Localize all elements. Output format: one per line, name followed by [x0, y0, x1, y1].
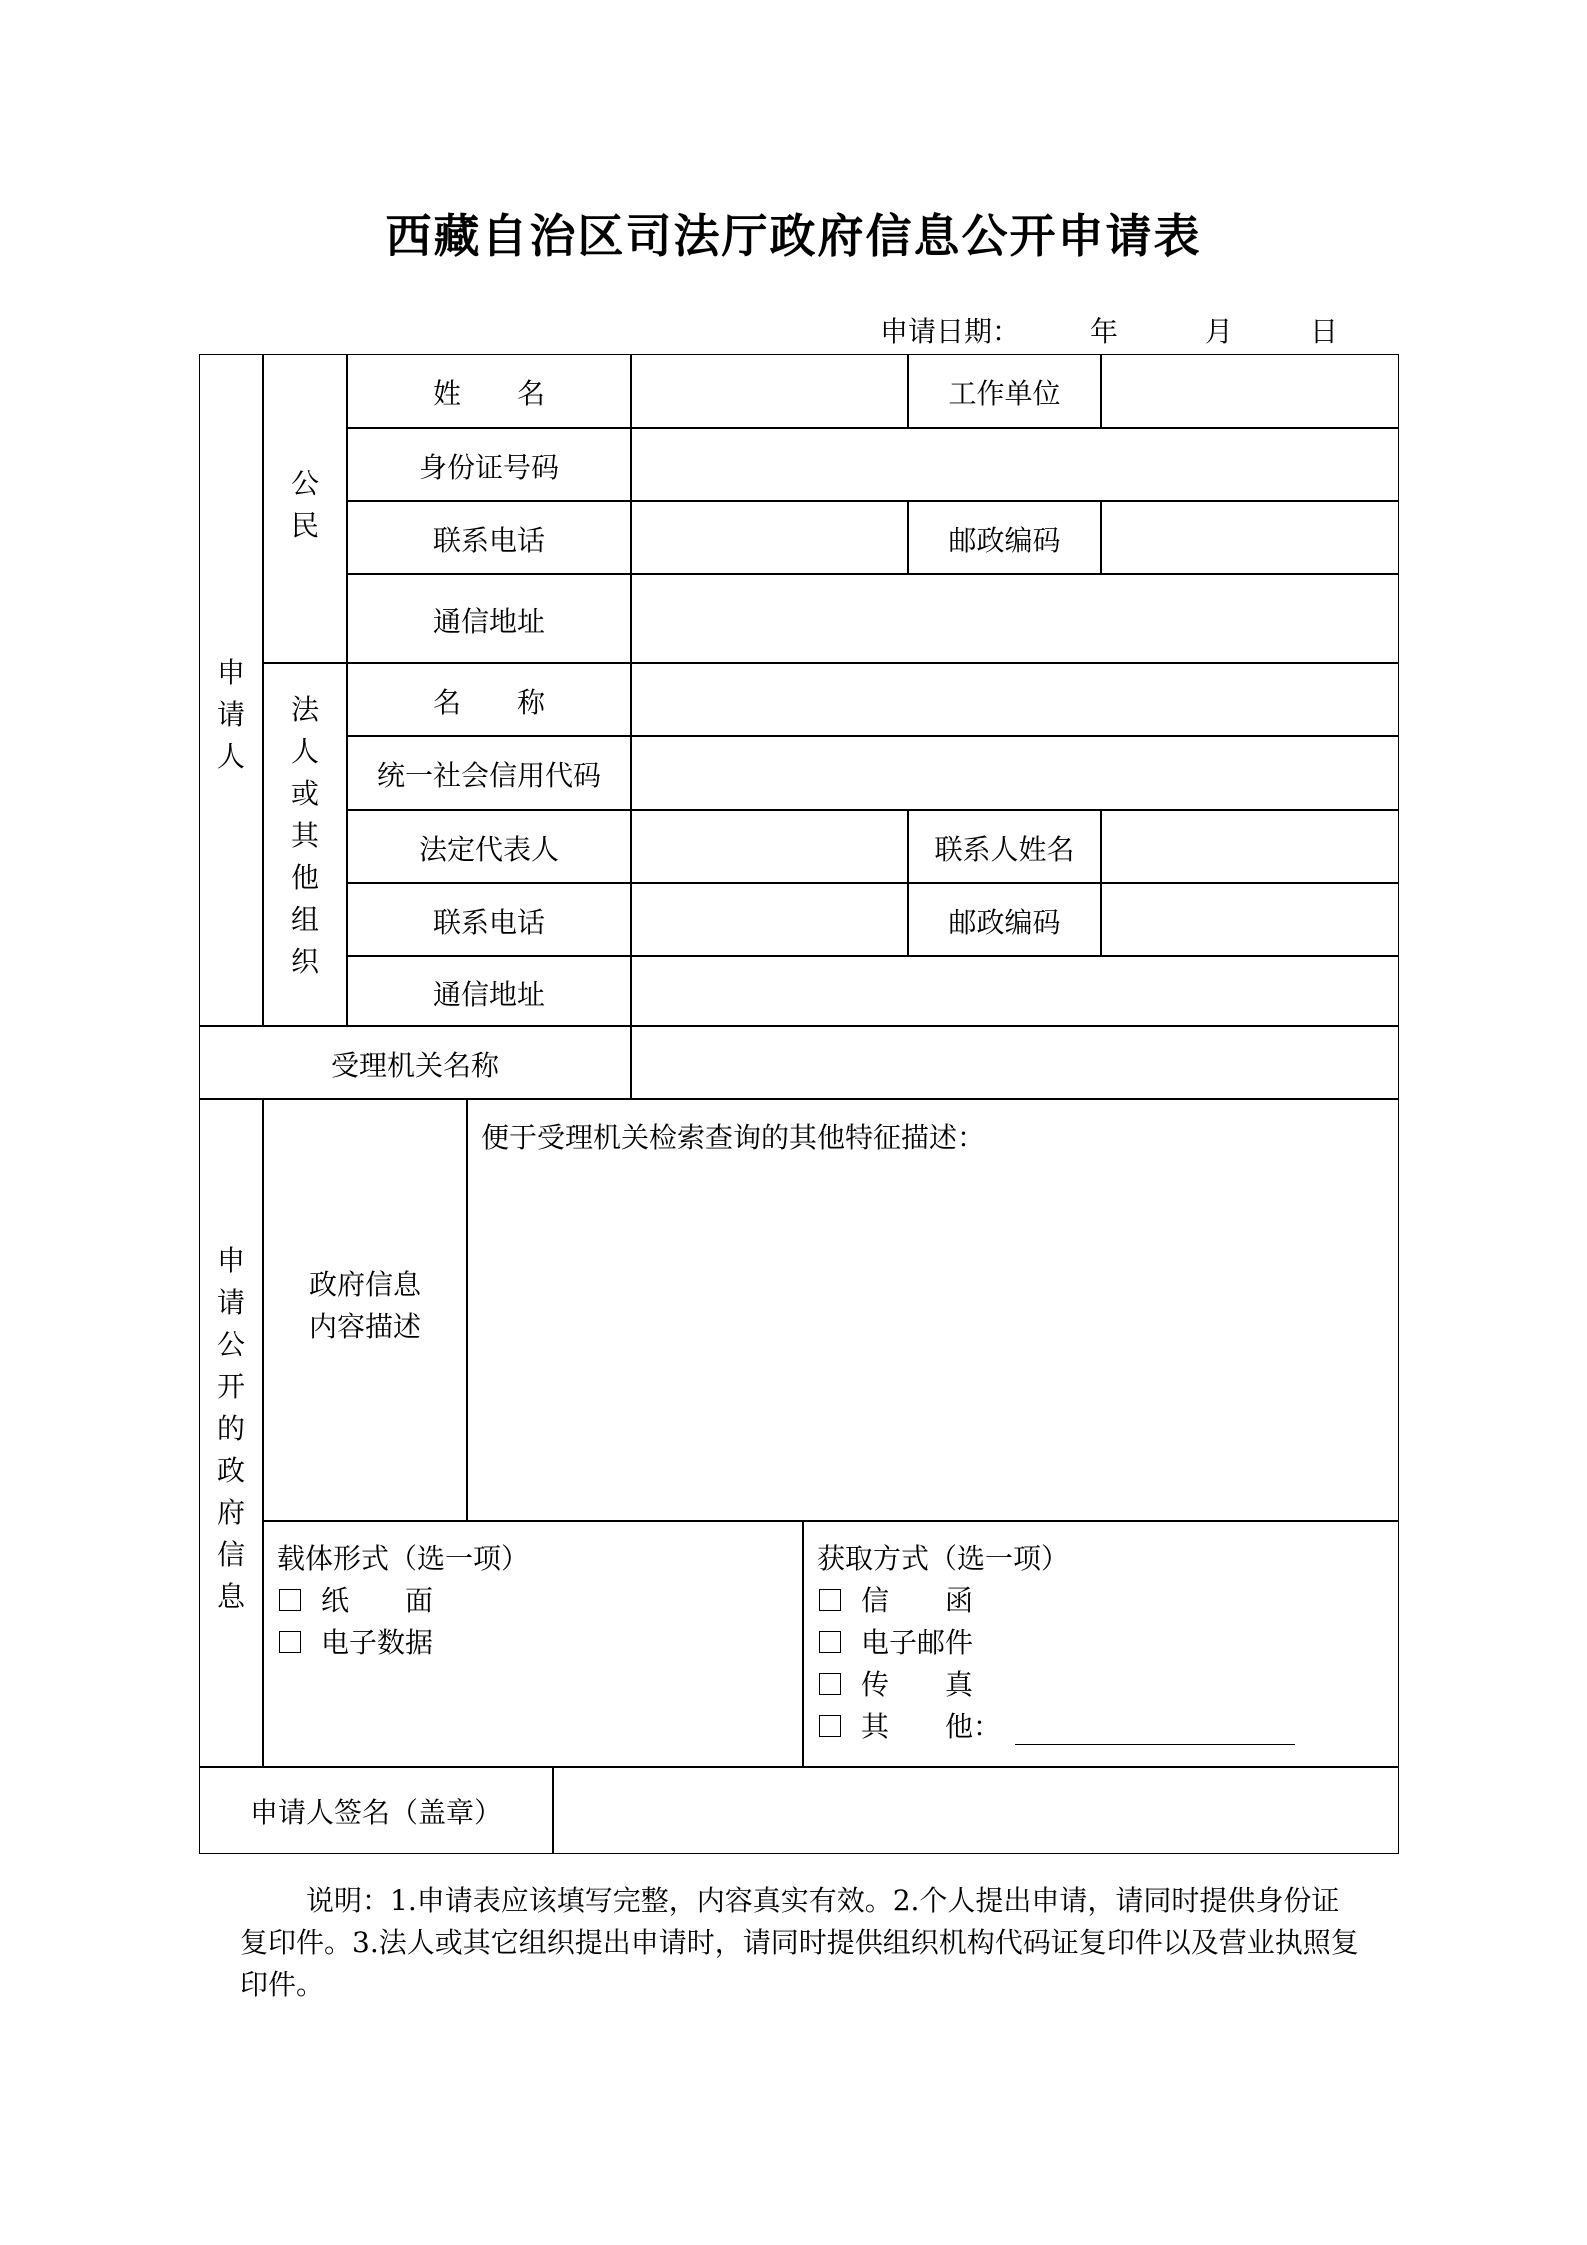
carrier-option-paper[interactable]: 纸 面: [279, 1579, 433, 1619]
org-legal-rep-field[interactable]: [631, 810, 908, 883]
application-form-table: [199, 354, 1399, 1854]
desc-label: 政府信息 内容描述: [308, 1268, 421, 1343]
method-option-fax[interactable]: 传 真: [819, 1663, 973, 1703]
org-contact-name-field[interactable]: [1101, 810, 1399, 883]
carrier-option-electronic[interactable]: 电子数据: [279, 1621, 433, 1661]
checkbox-icon[interactable]: [819, 1631, 841, 1653]
org-contact-name-label: 联系人姓名: [934, 833, 1075, 866]
applicant-group-label: 申 请 人: [216, 656, 245, 773]
info-group-label: 申 请 公 开 的 政 府 信 息: [216, 1244, 245, 1613]
checkbox-icon[interactable]: [819, 1715, 841, 1737]
signature-field[interactable]: [553, 1767, 1399, 1854]
org-address-label: 通信地址: [432, 978, 545, 1011]
org-credit-code-label: 统一社会信用代码: [376, 759, 601, 792]
org-postcode-field[interactable]: [1101, 883, 1399, 956]
citizen-phone-label: 联系电话: [432, 524, 545, 557]
method-title: 获取方式（选一项）: [817, 1542, 1070, 1575]
citizen-id-label: 身份证号码: [418, 451, 559, 484]
citizen-postcode-label: 邮政编码: [948, 524, 1061, 557]
citizen-postcode-field[interactable]: [1101, 501, 1399, 574]
desc-field[interactable]: [467, 1099, 1399, 1521]
citizen-address-field[interactable]: [631, 574, 1399, 663]
date-day-label: 日: [1310, 315, 1339, 348]
org-postcode-label: 邮政编码: [948, 906, 1061, 939]
org-group-label: 法 人 或 其 他 组 织: [290, 693, 319, 978]
checkbox-icon[interactable]: [279, 1631, 301, 1653]
checkbox-icon[interactable]: [819, 1673, 841, 1695]
org-legal-rep-label: 法定代表人: [418, 833, 559, 866]
method-option-email[interactable]: 电子邮件: [819, 1621, 973, 1661]
desc-prompt: 便于受理机关检索查询的其他特征描述：: [481, 1121, 986, 1154]
citizen-address-label: 通信地址: [432, 605, 545, 638]
form-note: 说明：1.申请表应该填写完整，内容真实有效。2.个人提出申请，请同时提供身份证复印件。3.法人或其它组织提出申请时，请同时提供组织机构代码证复印件以及营业执照复印件。: [240, 1884, 1359, 2001]
agency-name-label: 受理机关名称: [330, 1049, 499, 1082]
date-label: 申请日期：: [880, 315, 1021, 348]
org-phone-field[interactable]: [631, 883, 908, 956]
citizen-work-unit-label: 工作单位: [948, 377, 1061, 410]
citizen-id-field[interactable]: [631, 428, 1399, 501]
citizen-work-unit-field[interactable]: [1101, 354, 1399, 428]
checkbox-icon[interactable]: [819, 1589, 841, 1611]
org-credit-code-field[interactable]: [631, 736, 1399, 810]
citizen-group-label: 公 民: [290, 467, 319, 542]
citizen-name-label: 姓 名: [432, 377, 545, 410]
org-name-label: 名 称: [432, 686, 545, 719]
other-method-input[interactable]: [1015, 1716, 1295, 1745]
date-year-label: 年: [1090, 315, 1119, 348]
org-address-field[interactable]: [631, 956, 1399, 1026]
citizen-phone-field[interactable]: [631, 501, 908, 574]
org-name-field[interactable]: [631, 663, 1399, 736]
agency-name-field[interactable]: [631, 1026, 1399, 1099]
carrier-title: 载体形式（选一项）: [277, 1542, 530, 1575]
method-option-letter[interactable]: 信 函: [819, 1579, 973, 1619]
date-month-label: 月: [1205, 315, 1234, 348]
method-option-other[interactable]: 其 他：: [819, 1705, 1295, 1745]
checkbox-icon[interactable]: [279, 1589, 301, 1611]
form-title: 西藏自治区司法厅政府信息公开申请表: [385, 209, 1202, 263]
signature-label: 申请人签名（盖章）: [249, 1796, 502, 1829]
org-phone-label: 联系电话: [432, 906, 545, 939]
citizen-name-field[interactable]: [631, 354, 908, 428]
